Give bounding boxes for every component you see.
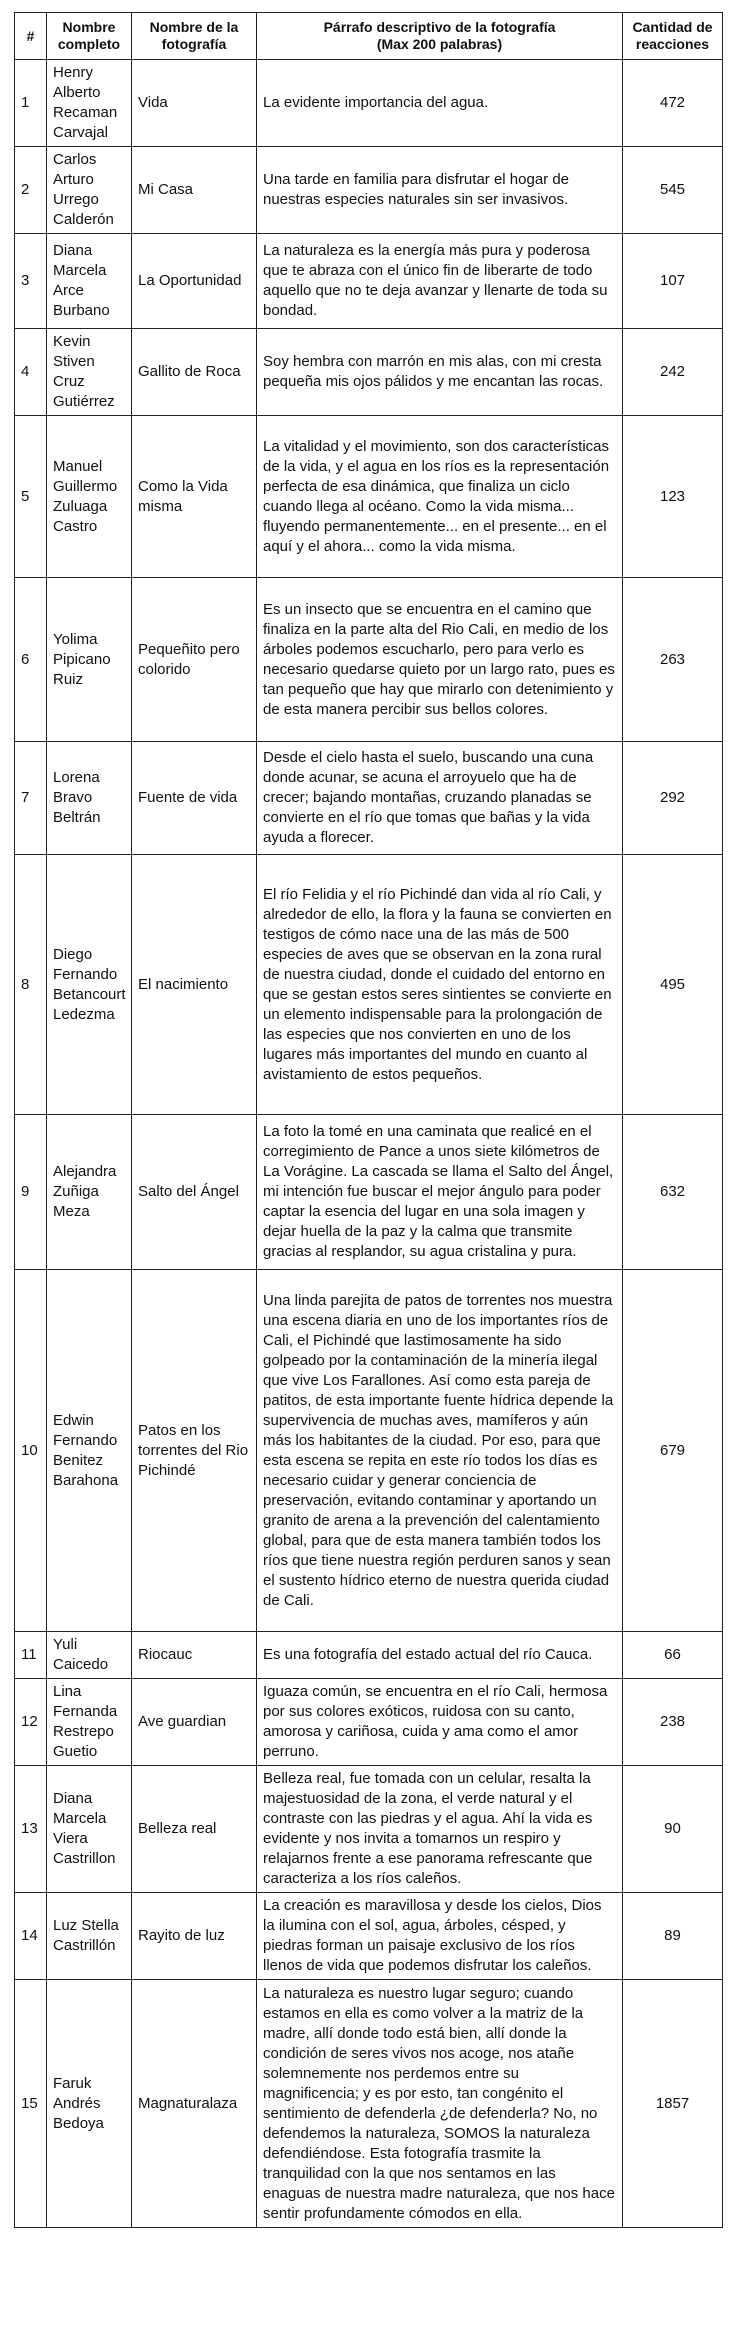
row-number: 11 [15, 1632, 47, 1679]
row-number: 4 [15, 329, 47, 416]
header-full-name: Nombre completo [47, 13, 132, 60]
photo-name: Magnaturalaza [132, 1980, 257, 2228]
reaction-count: 238 [623, 1679, 723, 1766]
reaction-count: 472 [623, 60, 723, 147]
reaction-count: 66 [623, 1632, 723, 1679]
row-number: 5 [15, 416, 47, 578]
header-reaction-count: Cantidad de reacciones [623, 13, 723, 60]
photo-description: Una tarde en familia para disfrutar el hogar de nuestras especies naturales sin ser invasivos. [257, 147, 623, 234]
table-row [15, 855, 723, 1115]
participant-name: Edwin Fernando Benitez Barahona [47, 1270, 132, 1632]
header-row [15, 13, 723, 60]
photo-description: La foto la tomé en una caminata que realicé en el corregimiento de Pance a unos siete kilómetros de La Vorágine. La cascada se llama el Salto del Ángel, mi intención fue buscar el mejor ángulo para poder captar la esencia del lugar en una sola imagen y dejar huella de la paz y la calma que transmite gracias al resplandor, su agua cristalina y pura. [257, 1115, 623, 1270]
photo-description: La vitalidad y el movimiento, son dos características de la vida, y el agua en los ríos es la representación perfecta de esa dinámica, que finaliza un ciclo cuando llega al océano. Como la vida misma... fluyendo permanentemente... en el presente... en el aquí y el ahora... como la vida misma. [257, 416, 623, 578]
photo-name: Como la Vida misma [132, 416, 257, 578]
photo-name: El nacimiento [132, 855, 257, 1115]
participant-name: Lorena Bravo Beltrán [47, 742, 132, 855]
photo-name: Fuente de vida [132, 742, 257, 855]
table-row [15, 1270, 723, 1632]
participant-name: Diego Fernando Betancourt Ledezma [47, 855, 132, 1115]
photo-name: Ave guardian [132, 1679, 257, 1766]
participant-name: Faruk Andrés Bedoya [47, 1980, 132, 2228]
table-header [15, 13, 723, 60]
row-number: 10 [15, 1270, 47, 1632]
reaction-count: 90 [623, 1766, 723, 1893]
table-row [15, 416, 723, 578]
photo-name: La Oportunidad [132, 234, 257, 329]
photo-name: Gallito de Roca [132, 329, 257, 416]
reaction-count: 1857 [623, 1980, 723, 2228]
participant-name: Diana Marcela Viera Castrillon [47, 1766, 132, 1893]
row-number: 14 [15, 1893, 47, 1980]
participant-name: Lina Fernanda Restrepo Guetio [47, 1679, 132, 1766]
row-number: 8 [15, 855, 47, 1115]
photo-name: Salto del Ángel [132, 1115, 257, 1270]
photo-description: Desde el cielo hasta el suelo, buscando una cuna donde acunar, se acuna el arroyuelo que ha de crecer; bajando montañas, cruzando planadas se convierte en el río que tomas que bañas y la vida ayuda a florecer. [257, 742, 623, 855]
table-row [15, 1115, 723, 1270]
photo-description: La creación es maravillosa y desde los cielos, Dios la ilumina con el sol, agua, árboles, césped, y piedras forman un paisaje exclusivo de los ríos llenos de vida que podemos disfrutar los caleños. [257, 1893, 623, 1980]
photo-description: Iguaza común, se encuentra en el río Cali, hermosa por sus colores exóticos, ruidosa con su canto, amorosa y cariñosa, cuida y ama como el amor perruno. [257, 1679, 623, 1766]
reaction-count: 89 [623, 1893, 723, 1980]
photo-contest-table [14, 12, 723, 2228]
participant-name: Yolima Pipicano Ruiz [47, 578, 132, 742]
photo-name: Riocauc [132, 1632, 257, 1679]
table-row [15, 234, 723, 329]
photo-name: Rayito de luz [132, 1893, 257, 1980]
document-page [14, 12, 722, 2228]
reaction-count: 632 [623, 1115, 723, 1270]
photo-description: La naturaleza es nuestro lugar seguro; cuando estamos en ella es como volver a la matriz de la madre, allí donde todo está bien, allí donde la condición de seres vivos nos acoge, nos atañe solemnemente nos perdemos entre su magnificencia; y es por esto, tan congénito el sentimiento de defenderla ¿de defenderla? No, no defendemos la naturaleza, SOMOS la naturaleza defendiéndose. Esta fotografía trasmite la tranquilidad con la que nos sentamos en las enaguas de nuestra madre naturaleza, que nos hace sentir profundamente cómodos en ella. [257, 1980, 623, 2228]
row-number: 15 [15, 1980, 47, 2228]
reaction-count: 495 [623, 855, 723, 1115]
reaction-count: 292 [623, 742, 723, 855]
photo-name: Pequeñito pero colorido [132, 578, 257, 742]
photo-description: La naturaleza es la energía más pura y poderosa que te abraza con el único fin de liberarte de todo aquello que no te deja avanzar y llenarte de toda su bondad. [257, 234, 623, 329]
photo-description: Es un insecto que se encuentra en el camino que finaliza en la parte alta del Rio Cali, en medio de los árboles podemos escucharlo, pero para verlo es necesario quedarse quieto por un largo rato, pues es tan pequeño que hay que mirarlo con detenimiento y de esta manera percibir sus bellos colores. [257, 578, 623, 742]
participant-name: Henry Alberto Recaman Carvajal [47, 60, 132, 147]
row-number: 12 [15, 1679, 47, 1766]
table-row [15, 1766, 723, 1893]
table-row [15, 742, 723, 855]
participant-name: Diana Marcela Arce Burbano [47, 234, 132, 329]
photo-description: Soy hembra con marrón en mis alas, con mi cresta pequeña mis ojos pálidos y me encantan las rocas. [257, 329, 623, 416]
reaction-count: 545 [623, 147, 723, 234]
reaction-count: 242 [623, 329, 723, 416]
table-row [15, 1632, 723, 1679]
participant-name: Luz Stella Castrillón [47, 1893, 132, 1980]
table-row [15, 578, 723, 742]
photo-description: Es una fotografía del estado actual del río Cauca. [257, 1632, 623, 1679]
photo-description: Una linda parejita de patos de torrentes nos muestra una escena diaria en uno de los importantes ríos de Cali, el Pichindé que lastimosamente ha sido golpeado por la contaminación de la minería ilegal que vive Los Farallones. Así como esta pareja de patitos, de esta importante fuente hídrica depende la supervivencia de muchas aves, mamíferos y aún más los habitantes de la ciudad. Por eso, para que esta escena se repita en este río todos los días es necesario cuidar y generar conciencia de preservación, evitando contaminar y aportando un granito de arena a la prevención del calentamiento global, para que de esta manera también todos los ríos que tiene nuestra región perduren sanos y sean el sustento hídrico eterno de nuestra querida ciudad de Cali. [257, 1270, 623, 1632]
table-row [15, 60, 723, 147]
row-number: 6 [15, 578, 47, 742]
photo-name: Mi Casa [132, 147, 257, 234]
header-description-title: Párrafo descriptivo de la fotografía [323, 19, 556, 35]
reaction-count: 679 [623, 1270, 723, 1632]
participant-name: Yuli Caicedo [47, 1632, 132, 1679]
photo-description: Belleza real, fue tomada con un celular, resalta la majestuosidad de la zona, el verde natural y el contraste con las piedras y el agua. Ahí la vida es evidente y nos invita a tomarnos un respiro y relajarnos frente a ese panorama refrescante que caracteriza a los ríos caleños. [257, 1766, 623, 1893]
photo-name: Belleza real [132, 1766, 257, 1893]
reaction-count: 107 [623, 234, 723, 329]
table-row [15, 1679, 723, 1766]
participant-name: Carlos Arturo Urrego Calderón [47, 147, 132, 234]
photo-description: El río Felidia y el río Pichindé dan vida al río Cali, y alrededor de ello, la flora y la fauna se convierten en testigos de cómo nace una de las más de 500 especies de aves que se observan en la zona rural de nuestra ciudad, donde el cuidado del entorno en que se gestan estos seres sintientes se convierte en un elemento indispensable para la prolongación de las especies que nos convierten en uno de los lugares más importantes del mundo en cuanto al avistamiento de estos pequeños. [257, 855, 623, 1115]
row-number: 2 [15, 147, 47, 234]
row-number: 3 [15, 234, 47, 329]
photo-description: La evidente importancia del agua. [257, 60, 623, 147]
photo-name: Vida [132, 60, 257, 147]
row-number: 13 [15, 1766, 47, 1893]
row-number: 7 [15, 742, 47, 855]
header-photo-name: Nombre de la fotografía [132, 13, 257, 60]
participant-name: Kevin Stiven Cruz Gutiérrez [47, 329, 132, 416]
table-row [15, 329, 723, 416]
row-number: 9 [15, 1115, 47, 1270]
photo-name: Patos en los torrentes del Rio Pichindé [132, 1270, 257, 1632]
header-description [257, 13, 623, 60]
participant-name: Manuel Guillermo Zuluaga Castro [47, 416, 132, 578]
header-number: # [15, 13, 47, 60]
table-row [15, 147, 723, 234]
table-row [15, 1980, 723, 2228]
table-body [15, 60, 723, 2228]
row-number: 1 [15, 60, 47, 147]
reaction-count: 123 [623, 416, 723, 578]
participant-name: Alejandra Zuñiga Meza [47, 1115, 132, 1270]
reaction-count: 263 [623, 578, 723, 742]
header-description-limit: (Max 200 palabras) [376, 36, 503, 52]
table-row [15, 1893, 723, 1980]
